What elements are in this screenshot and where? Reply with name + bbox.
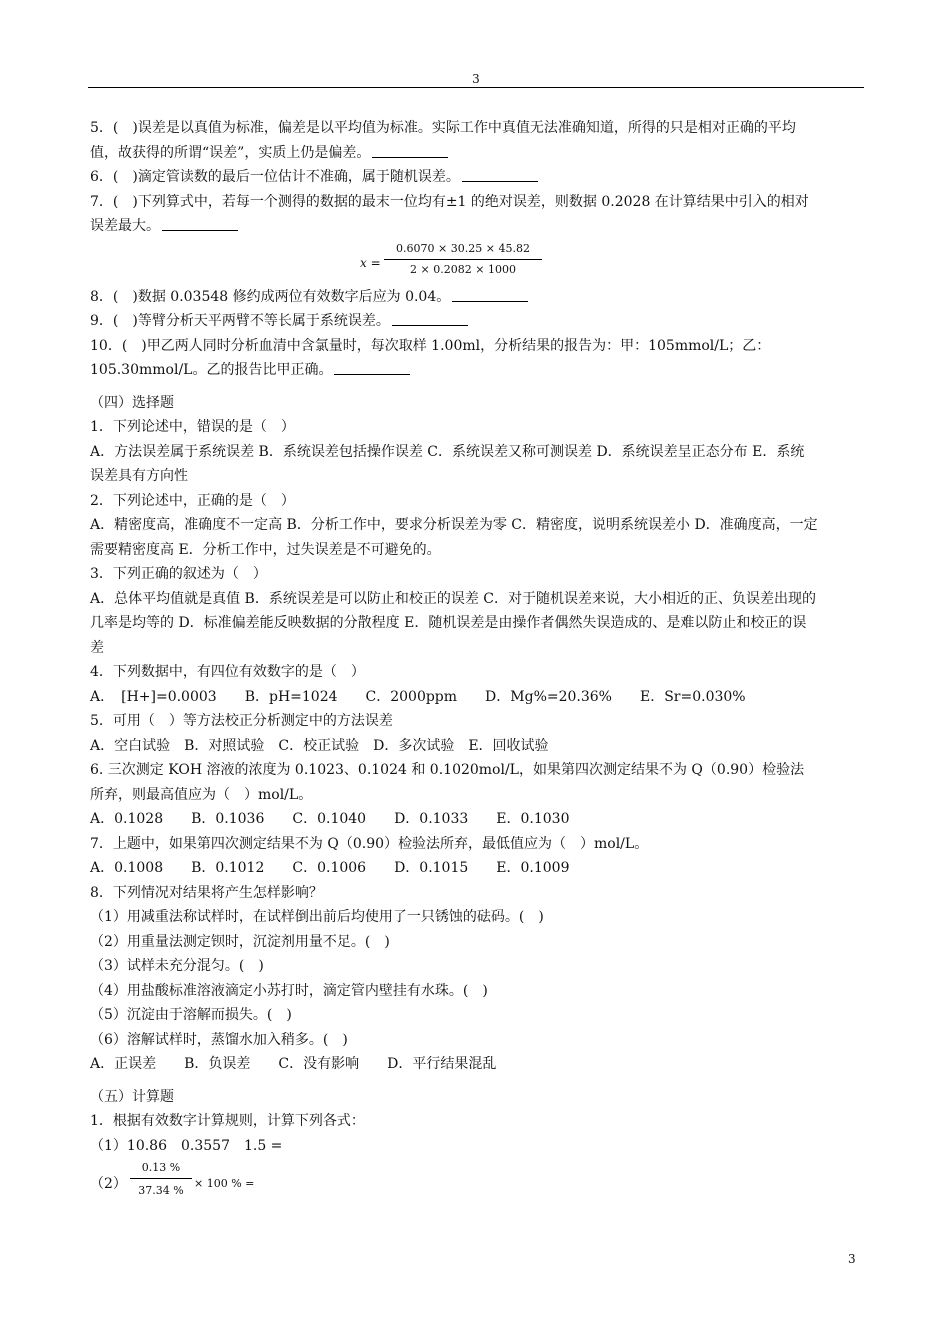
calc-item-2 [90, 1160, 818, 1204]
formula-denominator: 2 × 0.2082 × 1000 [410, 262, 516, 276]
formula-x [90, 241, 818, 281]
choice-line: 7．上题中，如果第四次测定结果不为 Q（0.90）检验法所弃，最低值应为（ ）mol/L。 [90, 835, 649, 852]
calc-item-2-numerator: 0.13 % [130, 1160, 192, 1179]
judge-item-9: 9．( )等臂分析天平两臂不等长属于系统误差。 [90, 309, 818, 334]
document-body [90, 116, 818, 1204]
section-5-title: （五）计算题 [90, 1088, 174, 1105]
section-4-title: （四）选择题 [90, 394, 174, 411]
calc-instruction: 1．根据有效数字计算规则，计算下列各式： [90, 1113, 365, 1129]
choice-line: （1）用减重法称试样时，在试样倒出前后均使用了一只锈蚀的砝码。( ) [90, 909, 544, 925]
choice-line: 1．下列论述中，错误的是（ ） [90, 419, 295, 435]
choice-line: （6）溶解试样时，蒸馏水加入稍多。( ) [90, 1031, 348, 1048]
header-rule [88, 87, 864, 88]
judge-item-8: 8．( )数据 0.03548 修约成两位有效数字后应为 0.04。 [90, 285, 818, 310]
calc-item-2-label: （2） [90, 1176, 127, 1192]
choice-line: （2）用重量法测定钡时，沉淀剂用量不足。( ) [90, 933, 390, 950]
judge-item-10: 10．( )甲乙两人同时分析血清中含氯量时，每次取样 1.00ml，分析结果的报告为：甲：105mmol/L；乙：105.30mmol/L。乙的报告比甲正确。 [90, 337, 771, 378]
judge-item-7: 7．( )下列算式中，若每一个测得的数据的最末一位均有±1 的绝对误差，则数据 0.2028 在计算结果中引入的相对误差最大。 [90, 193, 809, 234]
page-footer-number: 3 [848, 1252, 856, 1266]
choice-line: 2．下列论述中，正确的是（ ） [90, 492, 295, 509]
formula-fraction [384, 241, 542, 278]
choice-line: A．0.1008 B．0.1012 C．0.1006 D．0.1015 E．0.1009 [90, 860, 570, 876]
answer-blank[interactable] [452, 287, 528, 302]
choice-line: A． [H+]=0.0003 B．pH=1024 C．2000ppm D．Mg%=20.36% E．Sr=0.030% [90, 688, 746, 705]
calc-item-2-fraction [130, 1160, 192, 1199]
choice-line: （5）沉淀由于溶解而损失。( ) [90, 1007, 292, 1023]
page-header-number: 3 [472, 72, 480, 86]
choice-line: 3．下列正确的叙述为（ ） [90, 566, 267, 582]
choice-line: A．0.1028 B．0.1036 C．0.1040 D．0.1033 E．0.1030 [90, 811, 570, 827]
answer-blank[interactable] [372, 143, 448, 158]
formula-lhs: x = [360, 255, 381, 270]
answer-blank[interactable] [462, 167, 538, 182]
formula-numerator: 0.6070 × 30.25 × 45.82 [384, 241, 542, 260]
calc-item-1: （1）10.86 0.3557 1.5 = [90, 1137, 283, 1154]
choice-line: A．精密度高，准确度不一定高 B．分析工作中，要求分析误差为零 C．精密度，说明系统误差小 D．准确度高，一定需要精密度高 E．分析工作中，过失误差是不可避免的。 [90, 517, 818, 558]
choice-line: 8．下列情况对结果将产生怎样影响？ [90, 884, 323, 901]
answer-blank[interactable] [162, 216, 238, 231]
choice-line: A．总体平均值就是真值 B．系统误差是可以防止和校正的误差 C．对于随机误差来说，大小相近的正、负误差出现的几率是均等的 D．标准偏差能反映数据的分散程度 E．随机误差是由操作者偶然失误造成的、是难以防止和校正的误差 [90, 590, 817, 656]
judge-item-5: 5．( )误差是以真值为标准，偏差是以平均值为标准。实际工作中真值无法准确知道，所得的只是相对正确的平均值，故获得的所谓“误差”，实质上仍是偏差。 [90, 120, 796, 161]
judge-item-6: 6．( )滴定管读数的最后一位估计不准确，属于随机误差。 [90, 165, 818, 190]
choice-line: A．方法误差属于系统误差 B．系统误差包括操作误差 C．系统误差又称可测误差 D．系统误差呈正态分布 E．系统误差具有方向性 [90, 443, 805, 484]
answer-blank[interactable] [334, 360, 410, 375]
choice-line: （4）用盐酸标准溶液滴定小苏打时，滴定管内壁挂有水珠。( ) [90, 982, 488, 999]
choice-line: 5．可用（ ）等方法校正分析测定中的方法误差 [90, 713, 393, 729]
choice-line: A．正误差 B．负误差 C．没有影响 D．平行结果混乱 [90, 1056, 497, 1072]
calc-item-2-tail: × 100 % = [194, 1177, 255, 1190]
calc-item-2-denominator: 37.34 % [138, 1184, 184, 1197]
choice-line: 6. 三次测定 KOH 溶液的浓度为 0.1023、0.1024 和 0.1020mol/L，如果第四次测定结果不为 Q（0.90）检验法所弃，则最高值应为（ ）mol/L。 [90, 762, 805, 803]
answer-blank[interactable] [392, 311, 468, 326]
choice-line: A．空白试验 B．对照试验 C．校正试验 D．多次试验 E．回收试验 [90, 737, 549, 754]
choice-line: （3）试样未充分混匀。( ) [90, 958, 264, 974]
choice-line: 4．下列数据中，有四位有效数字的是（ ） [90, 664, 365, 680]
